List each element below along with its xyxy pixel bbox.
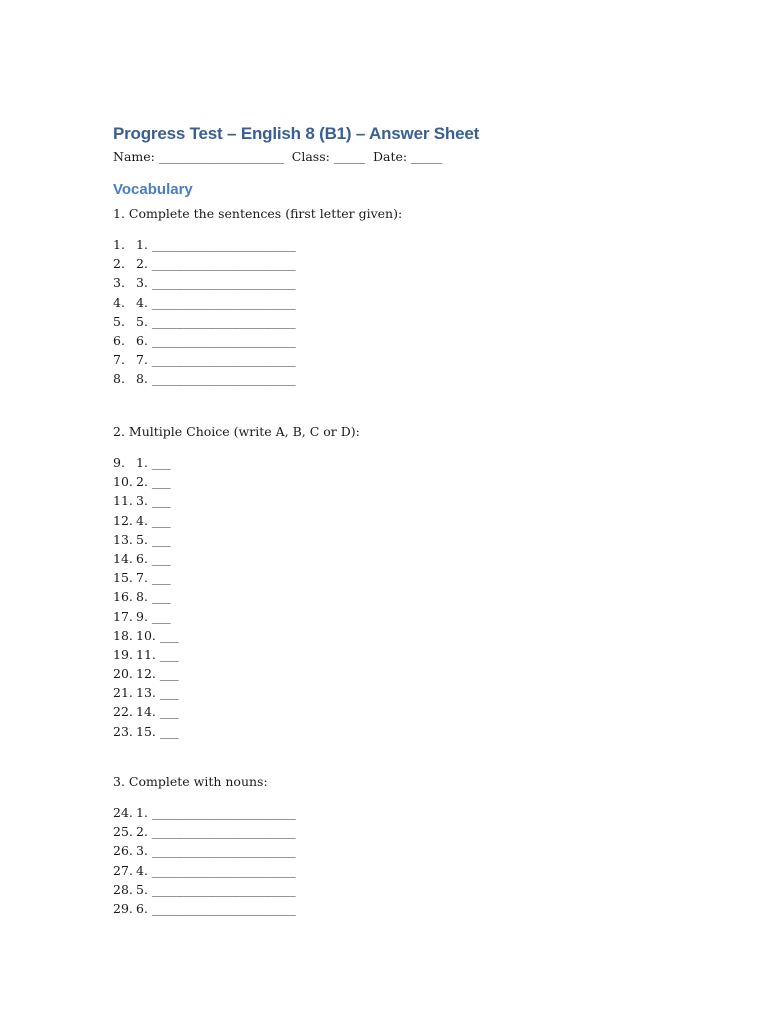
answer-line xyxy=(113,293,296,312)
answer-line-text: 14. ___ xyxy=(136,704,179,720)
answer-line xyxy=(113,472,179,491)
answer-line-text: 13. ___ xyxy=(136,685,179,701)
answer-line xyxy=(113,899,296,918)
answer-line-text: 1. _______________________ xyxy=(136,237,296,252)
answer-line-text: 3. _______________________ xyxy=(136,275,296,291)
answer-line-number: 26. xyxy=(113,843,133,859)
answer-line-text: 4. _______________________ xyxy=(136,294,296,310)
answer-line-text: 6. _______________________ xyxy=(136,900,296,916)
answer-line-number: 17. xyxy=(113,608,133,624)
answer-line xyxy=(113,645,179,664)
answer-line-text: 1. _______________________ xyxy=(136,805,296,820)
answer-line-number: 7. xyxy=(113,352,125,368)
answer-line-number: 14. xyxy=(113,550,133,566)
answer-line-text: 7. _______________________ xyxy=(136,352,296,368)
part2-answer-list xyxy=(113,453,179,741)
answer-line xyxy=(113,254,296,273)
answer-line-number: 4. xyxy=(113,294,125,310)
answer-line-text: 12. ___ xyxy=(136,666,179,682)
answer-line-text: 2. _______________________ xyxy=(136,256,296,272)
part1-prompt: 1. Complete the sentences (first letter given): xyxy=(113,206,403,221)
answer-line-number: 21. xyxy=(113,685,133,701)
answer-line xyxy=(113,683,179,702)
answer-line-number: 28. xyxy=(113,881,133,897)
answer-line-number: 18. xyxy=(113,627,133,643)
answer-line-number: 11. xyxy=(113,493,133,509)
answer-line-number: 5. xyxy=(113,313,125,329)
answer-line-text: 2. ___ xyxy=(136,474,171,490)
answer-line xyxy=(113,702,179,721)
student-info-line xyxy=(113,149,442,164)
answer-line-number: 13. xyxy=(113,531,133,547)
answer-line-number: 23. xyxy=(113,723,133,739)
answer-line-number: 6. xyxy=(113,332,125,348)
answer-line-number: 22. xyxy=(113,704,133,720)
answer-line-text: 8. _______________________ xyxy=(136,371,296,387)
answer-line-text: 5. _______________________ xyxy=(136,881,296,897)
answer-line-number: 10. xyxy=(113,474,133,490)
answer-line xyxy=(113,861,296,880)
answer-line xyxy=(113,235,296,254)
part3-answer-list xyxy=(113,803,296,918)
answer-line-number: 29. xyxy=(113,900,133,916)
answer-line-number: 16. xyxy=(113,589,133,605)
answer-line xyxy=(113,587,179,606)
answer-line xyxy=(113,491,179,510)
answer-line xyxy=(113,841,296,860)
answer-line xyxy=(113,549,179,568)
answer-line-number: 9. xyxy=(113,455,125,470)
answer-line-text: 6. _______________________ xyxy=(136,332,296,348)
answer-line-text: 3. ___ xyxy=(136,493,171,509)
part1-answer-list xyxy=(113,235,296,389)
answer-line xyxy=(113,568,179,587)
answer-line-number: 3. xyxy=(113,275,125,291)
student-info-text: Name: ____________________ Class: _____ Date: _____ xyxy=(113,149,443,164)
answer-line-number: 1. xyxy=(113,237,125,252)
answer-line xyxy=(113,453,179,472)
answer-line-number: 2. xyxy=(113,256,125,272)
answer-line xyxy=(113,312,296,331)
answer-line-text: 2. _______________________ xyxy=(136,824,296,840)
answer-line-text: 9. ___ xyxy=(136,608,171,624)
answer-line-text: 10. ___ xyxy=(136,627,179,643)
section-heading-vocabulary: Vocabulary xyxy=(113,181,193,198)
answer-line-text: 7. ___ xyxy=(136,570,171,586)
answer-line xyxy=(113,664,179,683)
answer-line-number: 12. xyxy=(113,512,133,528)
answer-line-text: 3. _______________________ xyxy=(136,843,296,859)
part2-prompt: 2. Multiple Choice (write A, B, C or D): xyxy=(113,424,360,439)
answer-line-text: 15. ___ xyxy=(136,723,179,739)
answer-line xyxy=(113,626,179,645)
answer-line xyxy=(113,369,296,388)
answer-line xyxy=(113,350,296,369)
answer-line-number: 8. xyxy=(113,371,125,387)
part3-prompt: 3. Complete with nouns: xyxy=(113,774,268,789)
answer-line xyxy=(113,880,296,899)
answer-line-text: 11. ___ xyxy=(136,646,179,662)
answer-line xyxy=(113,803,296,822)
answer-line-text: 4. _______________________ xyxy=(136,862,296,878)
answer-line xyxy=(113,530,179,549)
answer-line xyxy=(113,722,179,741)
answer-line-text: 5. ___ xyxy=(136,531,171,547)
document-title: Progress Test – English 8 (B1) – Answer Sheet xyxy=(113,124,480,143)
answer-line-number: 20. xyxy=(113,666,133,682)
answer-line-number: 27. xyxy=(113,862,133,878)
answer-line-text: 8. ___ xyxy=(136,589,171,605)
answer-line xyxy=(113,822,296,841)
answer-line-text: 4. ___ xyxy=(136,512,171,528)
answer-line-number: 19. xyxy=(113,646,133,662)
answer-line xyxy=(113,331,296,350)
answer-line-text: 5. _______________________ xyxy=(136,313,296,329)
answer-line-number: 24. xyxy=(113,805,133,820)
answer-line xyxy=(113,511,179,530)
answer-line-number: 15. xyxy=(113,570,133,586)
answer-line xyxy=(113,273,296,292)
answer-line-number: 25. xyxy=(113,824,133,840)
answer-line-text: 6. ___ xyxy=(136,550,171,566)
answer-line-text: 1. ___ xyxy=(136,455,171,470)
answer-line xyxy=(113,607,179,626)
